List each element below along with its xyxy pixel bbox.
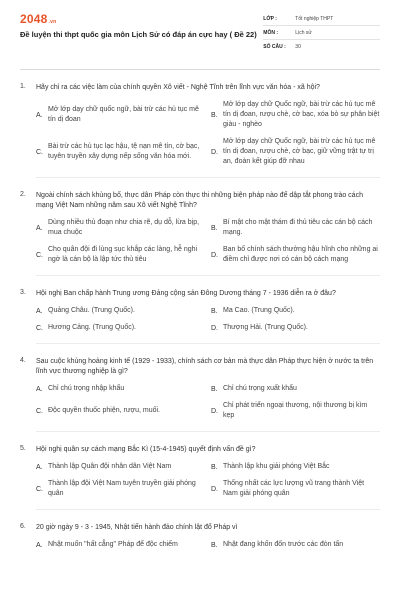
option-letter: A. <box>36 541 43 549</box>
question-6 <box>20 523 380 550</box>
option-b[interactable] <box>211 100 380 130</box>
option-text: Nhật muốn "hất cẳng" Pháp để độc chiếm <box>48 541 178 548</box>
option-text: Quảng Châu. (Trung Quốc). <box>48 307 135 314</box>
question-text: Hội nghị Ban chấp hành Trung ương Đảng cộng sản Đông Dương tháng 7 - 1936 diễn ra ở đâu? <box>36 290 336 297</box>
option-a[interactable] <box>36 218 205 238</box>
option-grid <box>36 462 380 499</box>
option-text: Dùng nhiều thủ đoạn như chia rẽ, dụ dỗ, lừa bịp, mua chuộc <box>48 219 200 236</box>
logo-suffix: .vn <box>48 19 57 25</box>
option-c[interactable] <box>36 245 205 265</box>
option-text: Ma Cao. (Trung Quốc). <box>223 307 295 314</box>
option-text: Mở lớp dạy chữ Quốc ngữ, bài trừ các hủ tục mê tín dị đoan, rượu chè, cờ bạc, giữ vững trật tự trị an, đoàn kết giúp đỡ nhau <box>223 138 376 165</box>
question-text: 20 giờ ngày 9 - 3 - 1945, Nhật tiến hành đảo chính lật đổ Pháp vì <box>36 524 238 531</box>
option-b[interactable] <box>211 384 380 394</box>
meta-row-count <box>263 40 380 54</box>
option-text: Hương Cảng. (Trung Quốc). <box>48 324 136 331</box>
option-d[interactable] <box>211 137 380 167</box>
document-title: Đề luyện thi thpt quốc gia môn Lịch Sử có đáp án cực hay ( Đề 22) <box>20 30 257 39</box>
divider <box>36 431 380 432</box>
option-text: Thành lập đội Việt Nam tuyên truyền giải phóng quân <box>48 480 196 497</box>
meta-row-class <box>263 12 380 26</box>
question-number: 2. <box>20 191 26 198</box>
meta-row-subject <box>263 26 380 40</box>
option-letter: A. <box>36 463 43 471</box>
option-grid <box>36 306 380 333</box>
option-b[interactable] <box>211 306 380 316</box>
option-b[interactable] <box>211 540 380 550</box>
option-letter: B. <box>211 463 218 471</box>
question-number: 3. <box>20 289 26 296</box>
logo-main: 2048 <box>20 12 48 26</box>
question-text: Hãy chỉ ra các việc làm của chính quyền Xô viết - Nghệ Tĩnh trên lĩnh vực văn hóa - xã hội? <box>36 84 320 91</box>
option-letter: C. <box>36 485 43 493</box>
option-d[interactable] <box>211 323 380 333</box>
meta-key: LỚP : <box>263 15 277 22</box>
option-text: Chỉ chú trọng nhập khẩu <box>48 385 125 392</box>
option-letter: C. <box>36 148 43 156</box>
option-text: Thống nhất các lực lượng vũ trang thành Việt Nam giải phóng quân <box>223 480 365 497</box>
option-text: Bài trừ các hủ tục lạc hậu, tệ nạn mê tín, cờ bạc, tuyên truyền xây dựng nếp sống văn hóa mới. <box>48 143 200 160</box>
option-letter: B. <box>211 307 218 315</box>
option-letter: D. <box>211 407 218 415</box>
option-letter: A. <box>36 111 43 119</box>
option-letter: A. <box>36 307 43 315</box>
meta-key: MÔN : <box>263 29 279 36</box>
option-text: Bí mật cho mật thám đi thủ tiêu các cán bộ cách mạng. <box>223 219 373 236</box>
option-a[interactable] <box>36 384 205 394</box>
option-d[interactable] <box>211 401 380 421</box>
option-b[interactable] <box>211 218 380 238</box>
option-c[interactable] <box>36 323 205 333</box>
option-text: Chỉ phát triển ngoại thương, nội thương bị kìm kẹp <box>223 402 368 419</box>
question-text: Sau cuộc khủng hoảng kinh tế (1929 - 1933), chính sách cơ bản mà thực dân Pháp thực hiện ở nước ta trên lĩnh vực thương nghiệp là gì? <box>36 358 374 375</box>
question-2 <box>20 191 380 276</box>
option-b[interactable] <box>211 462 380 472</box>
question-text: Ngoài chính sách khủng bố, thực dân Pháp còn thực thi những biện pháp nào để dập tắt phong trào cách mạng Việt Nam những năm sau Xô viết Nghệ Tĩnh? <box>36 192 363 209</box>
option-letter: A. <box>36 385 43 393</box>
meta-key: SỐ CÂU : <box>263 44 286 50</box>
option-letter: A. <box>36 224 43 232</box>
option-text: Chỉ chú trọng xuất khẩu <box>223 385 297 392</box>
option-letter: B. <box>211 541 218 549</box>
question-number: 4. <box>20 357 26 364</box>
option-grid <box>36 384 380 421</box>
option-letter: D. <box>211 324 218 332</box>
option-c[interactable] <box>36 479 205 499</box>
option-letter: B. <box>211 385 218 393</box>
option-a[interactable] <box>36 306 205 316</box>
option-grid <box>36 218 380 265</box>
option-text: Cho quân đội đi lùng sục khắp các làng, hễ nghi ngờ là cán bộ là lập tức thủ tiêu <box>48 246 198 263</box>
option-grid <box>36 540 380 550</box>
option-letter: B. <box>211 224 218 232</box>
meta-value: Tốt nghiệp THPT <box>295 15 334 22</box>
question-number: 6. <box>20 523 26 530</box>
option-text: Độc quyền thuốc phiện, rượu, muối. <box>48 407 161 414</box>
option-letter: D. <box>211 485 218 493</box>
question-4 <box>20 357 380 432</box>
meta-value: Lịch sử <box>295 29 312 36</box>
option-letter: C. <box>36 324 43 332</box>
option-text: Thành lập khu giải phóng Việt Bắc <box>223 463 330 470</box>
site-logo[interactable] <box>20 12 263 26</box>
divider <box>36 343 380 344</box>
meta-value: 30 <box>295 44 301 50</box>
header-left <box>20 12 263 40</box>
question-5 <box>20 445 380 510</box>
question-3 <box>20 289 380 344</box>
question-number: 5. <box>20 445 26 452</box>
option-text: Ban bố chính sách thưởng hậu hĩnh cho những ai điềm chỉ được nơi có cán bộ cách mạng <box>223 246 378 263</box>
question-1 <box>20 83 380 178</box>
question-number: 1. <box>20 83 26 90</box>
option-grid <box>36 100 380 167</box>
option-text: Nhật đang khốn đốn trước các đòn tấn <box>223 541 344 548</box>
document-header <box>20 12 380 70</box>
option-d[interactable] <box>211 479 380 499</box>
divider <box>36 177 380 178</box>
option-c[interactable] <box>36 137 205 167</box>
option-letter: B. <box>211 111 218 119</box>
option-letter: D. <box>211 251 218 259</box>
option-text: Thượng Hải. (Trung Quốc). <box>223 324 308 331</box>
option-a[interactable] <box>36 540 205 550</box>
question-text: Hội nghị quân sự cách mạng Bắc Kì (15-4-1945) quyết định vấn đề gì? <box>36 446 256 453</box>
option-letter: C. <box>36 407 43 415</box>
meta-table <box>263 12 380 54</box>
option-letter: D. <box>211 148 218 156</box>
option-d[interactable] <box>211 245 380 265</box>
option-text: Mở lớp dạy chữ Quốc ngữ, bài trừ các hủ tục mê tín dị đoan, rượu chè, cờ bạc, xóa bỏ sự phân biệt giàu - nghèo <box>223 101 380 128</box>
option-text: Mở lớp dạy chữ quốc ngữ, bài trừ các hủ tục mê tín dị đoan <box>48 106 199 123</box>
option-letter: C. <box>36 251 43 259</box>
divider <box>36 275 380 276</box>
option-a[interactable] <box>36 462 205 472</box>
option-a[interactable] <box>36 100 205 130</box>
option-c[interactable] <box>36 401 205 421</box>
option-text: Thành lập Quân đội nhân dân Việt Nam <box>48 463 172 470</box>
divider <box>36 509 380 510</box>
